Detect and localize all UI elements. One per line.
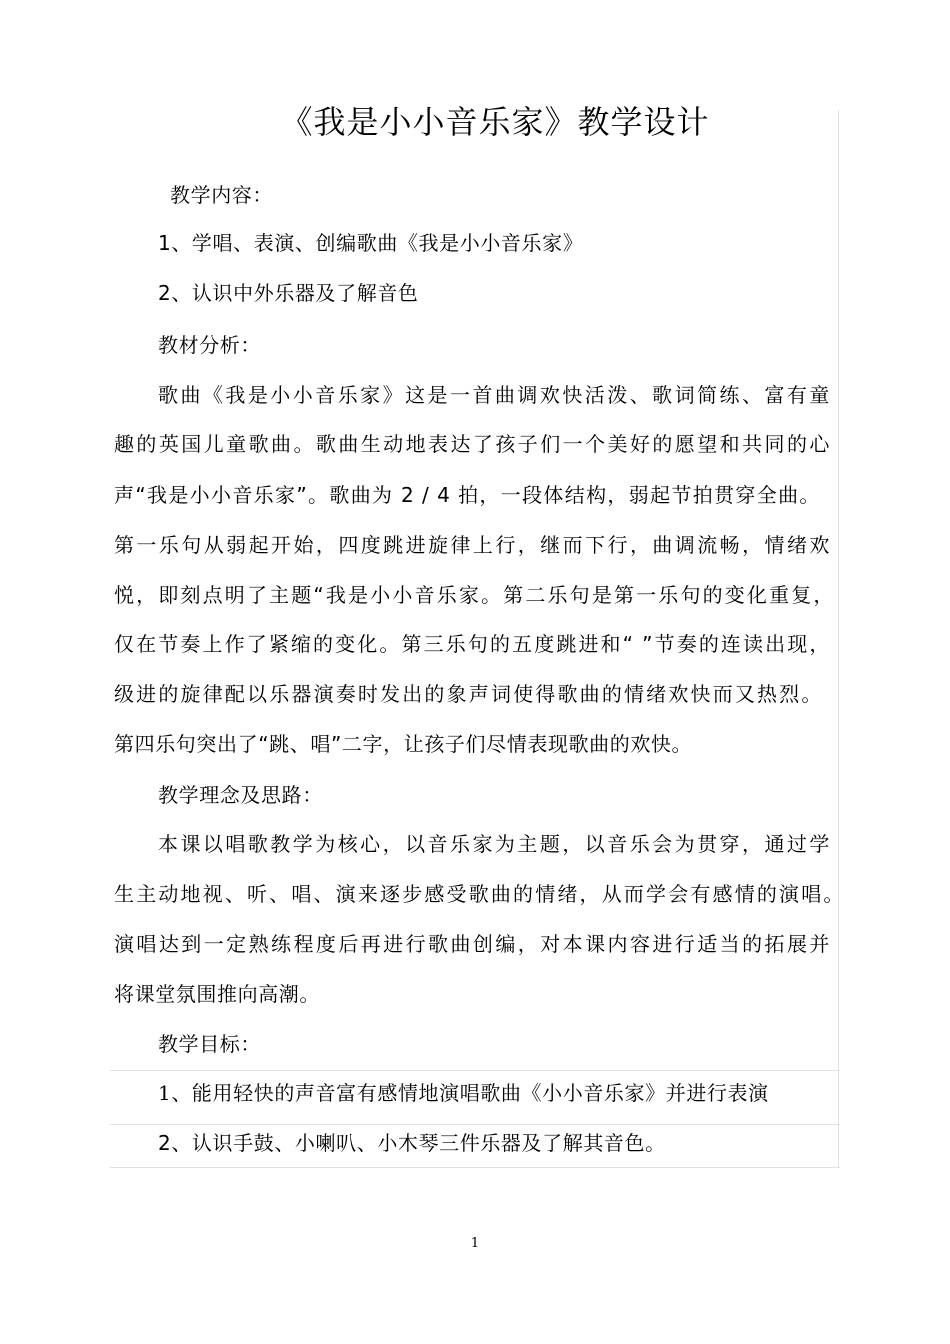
table-border-row-2 [110,1124,840,1125]
analysis-line: 第四乐句突出了“跳、唱”二字，让孩子们尽情表现歌曲的欢快。 [114,732,693,756]
page-number: 1 [470,1236,480,1251]
goals-heading: 教学目标： [158,1032,261,1056]
goal-item-1-text: 、能用轻快的声音富有感情地演唱歌曲《小小音乐家》并进行表演 [171,1081,769,1105]
philosophy-heading: 教学理念及思路： [158,783,323,807]
content-heading: 教学内容： [170,183,273,207]
goal-item-1-number: 1 [158,1081,172,1105]
philosophy-line: 本课以唱歌教学为核心，以音乐家为主题，以音乐会为贯穿，通过学 [158,832,830,856]
philosophy-line: 演唱达到一定熟练程度后再进行歌曲创编，对本课内容进行适当的拓展并 [114,932,830,956]
analysis-line: 仅在节奏上作了紧缩的变化。第三乐句的五度跳进和“ ”节奏的连读出现， [114,632,830,656]
table-border-bottom [110,1167,840,1168]
analysis-line: 级进的旋律配以乐器演奏时发出的象声词使得歌曲的情绪欢快而又热烈。 [114,682,822,706]
philosophy-line: 生主动地视、听、唱、演来逐步感受歌曲的情绪，从而学会有感情的演唱。 [114,882,844,906]
analysis-heading: 教材分析： [158,333,261,357]
philosophy-line: 将课堂氛围推向高潮。 [114,982,320,1006]
goal-item-2: 2、认识手鼓、小喇叭、小木琴三件乐器及了解其音色。 [158,1131,666,1155]
analysis-line: 歌曲《我是小小音乐家》这是一首曲调欢快活泼、歌词简练、富有童 [158,383,830,407]
content-item-1: 1、学唱、表演、创编歌曲《我是小小音乐家》 [158,231,584,255]
analysis-line: 声“我是小小音乐家”。歌曲为 2 / 4 拍，一段体结构，弱起节拍贯穿全曲。 [114,483,820,507]
content-item-2: 2、认识中外乐器及了解音色 [158,281,419,305]
analysis-line: 悦，即刻点明了主题“我是小小音乐家。第二乐句是第一乐句的变化重复， [114,583,834,607]
goal-item-1 [158,1078,848,1108]
analysis-line: 趣的英国儿童歌曲。歌曲生动地表达了孩子们一个美好的愿望和共同的心 [114,432,830,456]
analysis-line: 第一乐句从弱起开始，四度跳进旋律上行，继而下行，曲调流畅，情绪欢 [114,533,830,557]
table-border-row-1 [110,1070,840,1071]
table-border-right [838,110,839,1168]
document-title: 《我是小小音乐家》教学设计 [280,103,710,141]
